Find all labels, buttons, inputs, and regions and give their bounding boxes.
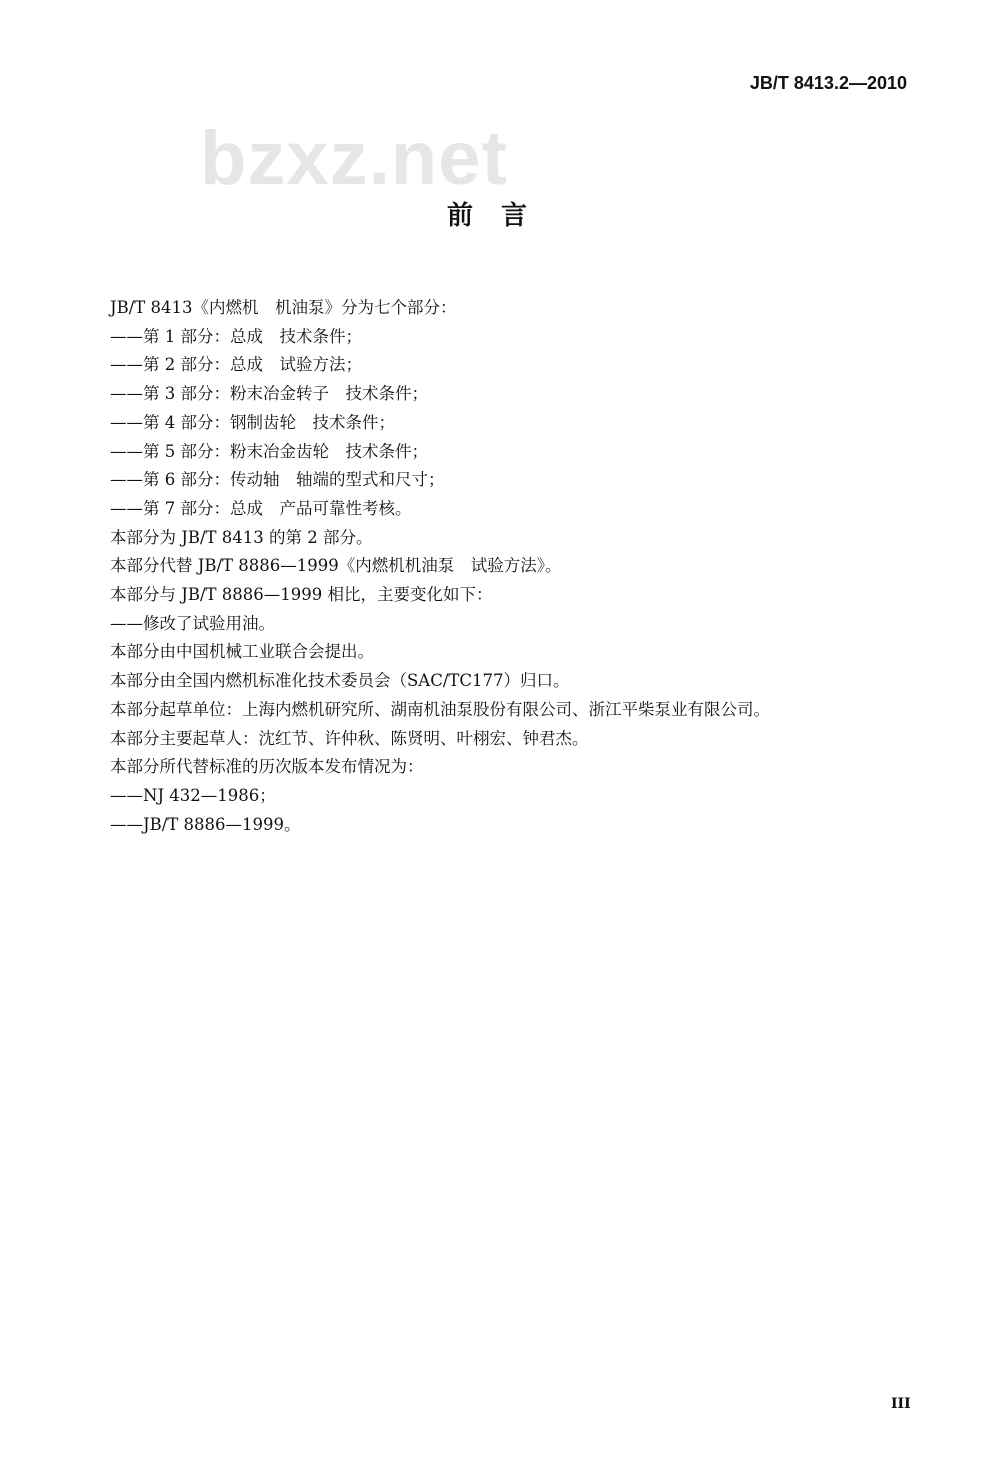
text-line: ——第 3 部分：粉末冶金转子 技术条件； xyxy=(110,384,428,404)
text-line: ——第 5 部分：粉末冶金齿轮 技术条件； xyxy=(110,441,428,461)
text-line: ——第 2 部分：总成 试验方法； xyxy=(110,355,362,375)
foreword-body xyxy=(110,294,770,839)
document-number: JB/T 8413.2—2010 xyxy=(749,73,907,93)
text-line: ——修改了试验用油。 xyxy=(110,613,275,633)
text-line: ——第 6 部分：传动轴 轴端的型式和尺寸； xyxy=(110,470,445,490)
text-line: JB/T 8413《内燃机 机油泵》分为七个部分： xyxy=(110,298,457,317)
text-line: 本部分起草单位：上海内燃机研究所、湖南机油泵股份有限公司、浙江平柴泵业有限公司。 xyxy=(110,699,770,719)
page-number: III xyxy=(891,1396,911,1412)
text-line: ——第 4 部分：钢制齿轮 技术条件； xyxy=(110,412,395,432)
text-line: 本部分由中国机械工业联合会提出。 xyxy=(110,642,374,662)
text-line: 本部分所代替标准的历次版本发布情况为： xyxy=(110,757,424,777)
text-line: 本部分为 JB/T 8413 的第 2 部分。 xyxy=(110,527,373,547)
page-title: 前 言 xyxy=(446,201,528,231)
text-line: ——第 1 部分：总成 技术条件； xyxy=(110,326,362,346)
text-line: 本部分与 JB/T 8886—1999 相比，主要变化如下： xyxy=(110,585,493,605)
text-line: 本部分由全国内燃机标准化技术委员会（SAC/TC177）归口。 xyxy=(110,671,570,691)
text-line: 本部分主要起草人：沈红节、许仲秋、陈贤明、叶栩宏、钟君杰。 xyxy=(110,728,589,748)
text-line: ——JB/T 8886—1999。 xyxy=(110,814,301,834)
text-line: ——第 7 部分：总成 产品可靠性考核。 xyxy=(110,498,412,518)
watermark: bzxz.net xyxy=(200,116,508,201)
text-line: 本部分代替 JB/T 8886—1999《内燃机机油泵 试验方法》。 xyxy=(110,556,562,576)
text-line: ——NJ 432—1986； xyxy=(110,785,276,805)
